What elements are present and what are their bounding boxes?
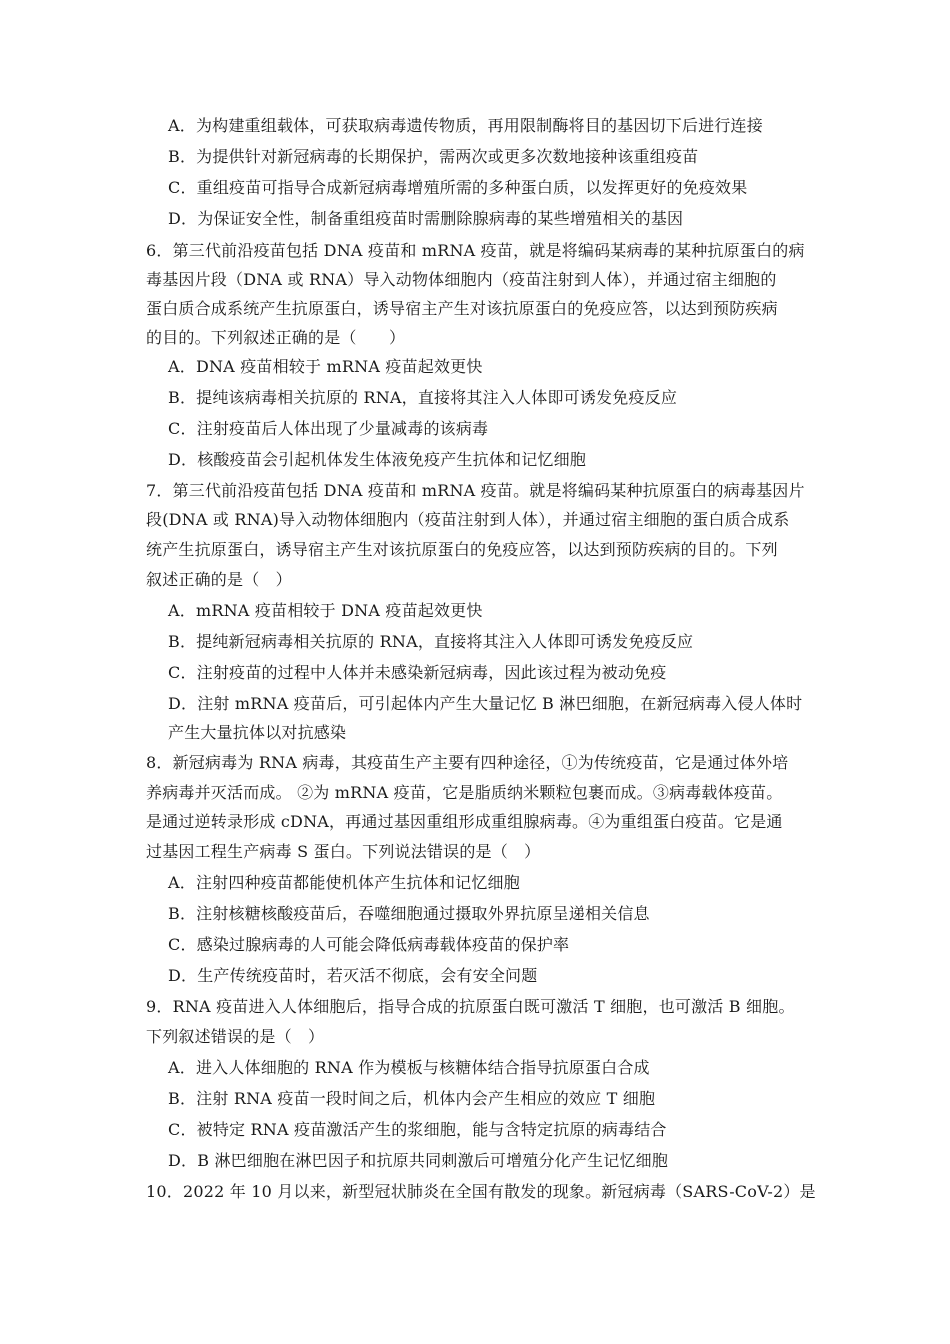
option-line: D．为保证安全性，制备重组疫苗时需删除腺病毒的某些增殖相关的基因 [168,209,684,228]
option-line: D．注射 mRNA 疫苗后，可引起体内产生大量记忆 B 淋巴细胞，在新冠病毒入侵人体时 [168,694,803,713]
question-line: 毒基因片段（DNA 或 RNA）导入动物体细胞内（疫苗注射到人体），并通过宿主细胞的 [146,270,777,289]
question-line: 蛋白质合成系统产生抗原蛋白，诱导宿主产生对该抗原蛋白的免疫应答，以达到预防疾病 [146,299,778,318]
question-line: 8．新冠病毒为 RNA 病毒，其疫苗生产主要有四种途径，①为传统疫苗，它是通过体外培 [146,753,789,772]
question-line: 6．第三代前沿疫苗包括 DNA 疫苗和 mRNA 疫苗，就是将编码某病毒的某种抗原蛋白的病 [146,241,805,260]
option-line: B．为提供针对新冠病毒的长期保护，需两次或更多次数地接种该重组疫苗 [168,147,699,166]
option-line: B．提纯新冠病毒相关抗原的 RNA，直接将其注入人体即可诱发免疫反应 [168,632,694,651]
option-line: D．B 淋巴细胞在淋巴因子和抗原共同刺激后可增殖分化产生记忆细胞 [168,1151,669,1170]
option-line: A．进入人体细胞的 RNA 作为模板与核糖体结合指导抗原蛋白合成 [168,1058,650,1077]
question-line: 养病毒并灭活而成。 ②为 mRNA 疫苗，它是脂质纳米颗粒包裹而成。③病毒载体疫苗。 [146,783,783,802]
option-line: C．重组疫苗可指导合成新冠病毒增殖所需的多种蛋白质，以发挥更好的免疫效果 [168,178,748,197]
question-line: 段(DNA 或 RNA)导入动物体细胞内（疫苗注射到人体），并通过宿主细胞的蛋白质合成系 [146,510,790,529]
option-line: A．DNA 疫苗相较于 mRNA 疫苗起效更快 [168,357,483,376]
question-line: 是通过逆转录形成 cDNA，再通过基因重组形成重组腺病毒。④为重组蛋白疫苗。它是通 [146,812,783,831]
option-line: B．注射核糖核酸疫苗后，吞噬细胞通过摄取外界抗原呈递相关信息 [168,904,650,923]
option-line: B．注射 RNA 疫苗一段时间之后，机体内会产生相应的效应 T 细胞 [168,1089,656,1108]
question-line: 过基因工程生产病毒 S 蛋白。下列说法错误的是（ ） [146,842,541,861]
question-line: 叙述正确的是（ ） [146,570,292,589]
question-line: 10．2022 年 10 月以来，新型冠状肺炎在全国有散发的现象。新冠病毒（SARS-CoV-2）是 [146,1182,816,1201]
option-line: A．mRNA 疫苗相较于 DNA 疫苗起效更快 [168,601,483,620]
option-line: D．核酸疫苗会引起机体发生体液免疫产生抗体和记忆细胞 [168,450,587,469]
option-line: A．为构建重组载体，可获取病毒遗传物质，再用限制酶将目的基因切下后进行连接 [168,116,763,135]
option-line: C．被特定 RNA 疫苗激活产生的浆细胞，能与含特定抗原的病毒结合 [168,1120,667,1139]
option-line: C．注射疫苗后人体出现了少量减毒的该病毒 [168,419,489,438]
option-line: C．注射疫苗的过程中人体并未感染新冠病毒，因此该过程为被动免疫 [168,663,667,682]
question-line: 统产生抗原蛋白，诱导宿主产生对该抗原蛋白的免疫应答，以达到预防疾病的目的。下列 [146,540,778,559]
option-line: B．提纯该病毒相关抗原的 RNA，直接将其注入人体即可诱发免疫反应 [168,388,678,407]
option-line: A．注射四种疫苗都能使机体产生抗体和记忆细胞 [168,873,520,892]
option-line: 产生大量抗体以对抗感染 [168,723,347,742]
question-line: 的目的。下列叙述正确的是（ ） [146,328,406,347]
option-line: D．生产传统疫苗时，若灭活不彻底，会有安全问题 [168,966,538,985]
question-line: 下列叙述错误的是（ ） [146,1027,325,1046]
option-line: C．感染过腺病毒的人可能会降低病毒载体疫苗的保护率 [168,935,570,954]
question-line: 9．RNA 疫苗进入人体细胞后，指导合成的抗原蛋白既可激活 T 细胞，也可激活 B 细胞。 [146,997,795,1016]
question-line: 7．第三代前沿疫苗包括 DNA 疫苗和 mRNA 疫苗。就是将编码某种抗原蛋白的病毒基因片 [146,481,805,500]
